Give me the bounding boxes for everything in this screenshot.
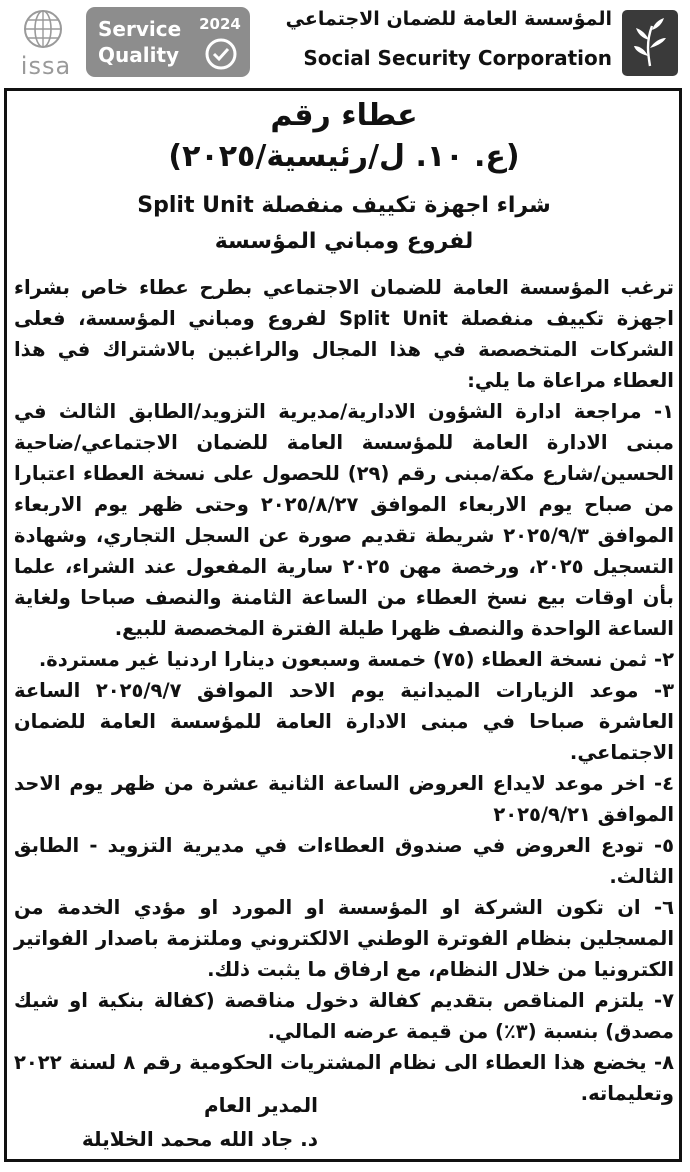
tender-number: (ع. ١٠. ل/رئيسية/٢٠٢٥)	[168, 139, 520, 174]
badge-line-quality: Quality	[98, 43, 180, 67]
subtitle-line-1: شراء اجهزة تكييف منفصلة Split Unit	[137, 193, 551, 218]
issa-label: issa	[20, 52, 72, 80]
list-item: ٣- موعد الزيارات الميدانية يوم الاحد الموافق ٢٠٢٥/٩/٧ الساعة العاشرة صباحا في مبنى الادارة العامة للمؤسسة العامة للضمان الاجتماعي.	[14, 679, 674, 764]
intro-paragraph: ترغب المؤسسة العامة للضمان الاجتماعي بطرح عطاء خاص بشراء اجهزة تكييف منفصلة Split Unit لفروع ومباني المؤسسة، فعلى الشركات المتخصصة في هذا المجال والراغبين بالاشتراك في هذا العطاء مراعاة ما يلي:	[14, 276, 674, 392]
check-circle-icon	[204, 37, 238, 71]
list-item: ١- مراجعة ادارة الشؤون الادارية/مديرية التزويد/الطابق الثالث في مبنى الادارة العامة للمؤسسة العامة للضمان الاجتماعي/ضاحية الحسين/شارع مكة/مبنى رقم (٢٩) للحصول على نسخة العطاء اعتبارا من صباح يوم الاربعاء الموافق ٢٠٢٥/٨/٢٧ وحتى ظهر يوم الاربعاء الموافق ٢٠٢٥/٩/٣ شريطة تقديم صورة عن السجل التجاري، وشهادة التسجيل ٢٠٢٥، ورخصة مهن ٢٠٢٥ سارية المفعول عند الشراء، علما بأن اوقات بيع نسخ العطاء من الساعة الثامنة والنصف صباحا ولغاية الساعة الواحدة والنصف ظهرا طيلة الفترة المخصصة للبيع.	[14, 400, 675, 640]
list-item: ٨- يخضع هذا العطاء الى نظام المشتريات الحكومية رقم ٨ لسنة ٢٠٢٢ وتعليماته.	[14, 1051, 675, 1105]
badge-line-service: Service	[98, 17, 182, 41]
notice-title: عطاء رقم	[270, 98, 418, 133]
subtitle-line-2: لفروع ومباني المؤسسة	[214, 229, 474, 254]
org-name-english: Social Security Corporation	[303, 46, 612, 70]
notice-subtitle	[14, 188, 674, 260]
globe-icon	[22, 8, 64, 50]
service-quality-badge	[86, 7, 250, 77]
signature-title: المدير العام	[203, 1093, 318, 1117]
badge-year: 2024	[199, 15, 241, 33]
badge-year-box	[194, 13, 246, 71]
notice-body	[14, 272, 674, 1109]
signature-name: د. جاد الله محمد الخلايلة	[81, 1127, 318, 1151]
issa-logo	[12, 6, 72, 80]
list-item: ٢- ثمن نسخة العطاء (٧٥) خمسة وسبعون دينارا اردنيا غير مستردة.	[38, 648, 674, 671]
signature-block	[18, 1088, 318, 1156]
list-item: ٧- يلتزم المناقص بتقديم كفالة دخول مناقصة (كفالة بنكية او شيك مصدق) بنسبة (٣٪) من قيمة عرضه المالي.	[14, 989, 674, 1043]
list-item: ٥- تودع العروض في صندوق العطاءات في مديرية التزويد - الطابق الثالث.	[14, 834, 674, 888]
list-item: ٦- ان تكون الشركة او المؤسسة او المورد او مؤدي الخدمة من المسجلين بنظام الفوترة الوطني الالكتروني وملتزمة باصدار الفواتير الكترونيا من خلال النظام، مع ارفاق ما يثبت ذلك.	[14, 896, 674, 981]
notice-header	[14, 92, 674, 260]
org-name-arabic: المؤسسة العامة للضمان الاجتماعي	[285, 8, 612, 30]
list-item: ٤- اخر موعد لايداع العروض الساعة الثانية عشرة من ظهر يوم الاحد الموافق ٢٠٢٥/٩/٢١	[14, 772, 674, 826]
ssc-logo-icon	[622, 10, 678, 76]
